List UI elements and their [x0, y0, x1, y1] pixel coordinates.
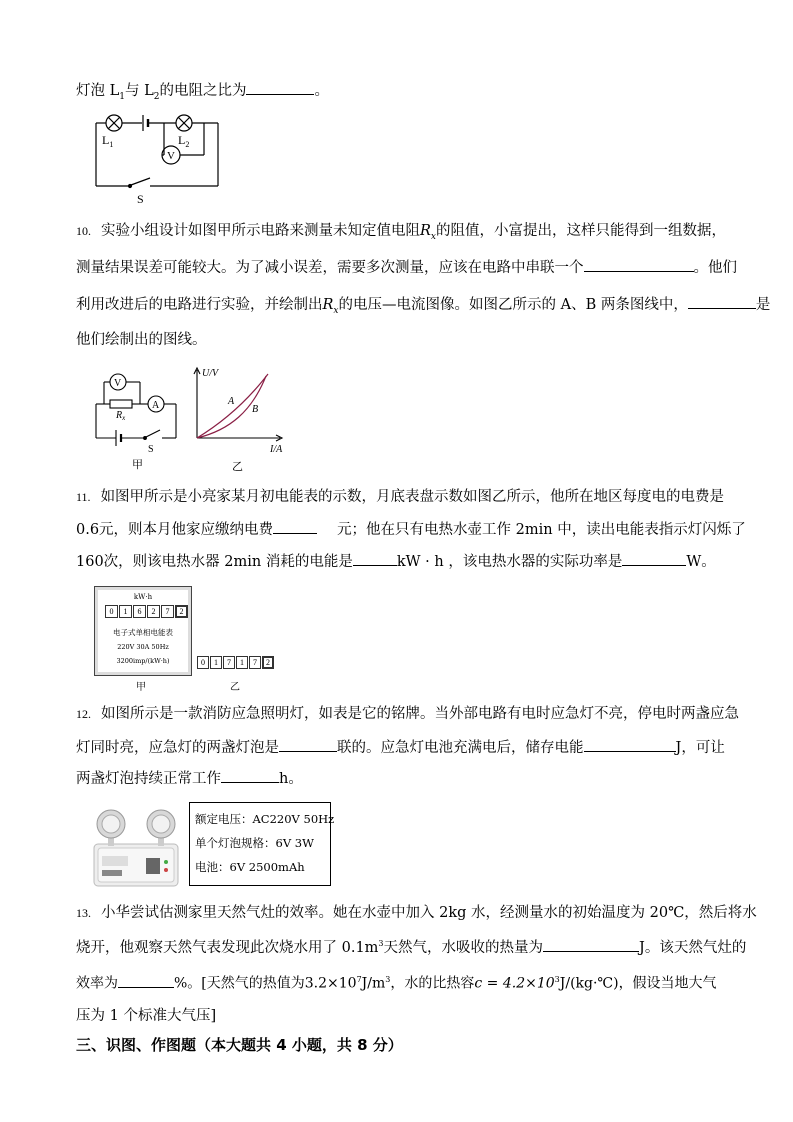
- voltmeter-label: V: [167, 150, 175, 162]
- q9-line1: 灯泡 $L_1$与 $L_2$的电阻之比为 。: [76, 80, 329, 107]
- q13-line2: 烧开，他观察天然气表发现此次烧水用了 $0.1m^3$天然气，水吸收的热量为 J。该天然气灶的: [76, 934, 746, 958]
- figure-caption: 甲: [136, 682, 146, 693]
- meter-digit: 1: [210, 656, 222, 669]
- answer-blank[interactable]: [688, 294, 756, 309]
- meter-digit: 0: [197, 656, 209, 669]
- figure-caption: 乙: [230, 682, 240, 693]
- switch-label: S: [137, 192, 144, 206]
- y-axis-label: U/V: [202, 368, 219, 379]
- q12-line3: 两盏灯泡持续正常工作 h。: [76, 768, 303, 789]
- meter-digit: 1: [119, 605, 132, 618]
- answer-blank[interactable]: [118, 973, 174, 988]
- q10-line2: 测量结果误差可能较大。为了减小误差，需要多次测量，应该在电路中串联一个 。他们: [76, 257, 737, 278]
- q11-line1: 11. 如图甲所示是小亮家某月初电能表的示数，月底表盘示数如图乙所示，他所在地区每度电的电费是: [76, 489, 725, 505]
- meter-digit: 7: [249, 656, 261, 669]
- q10-graph: [190, 366, 300, 476]
- x-axis-label: I/A: [270, 444, 283, 455]
- meter-spec: 220V 30A 50Hz: [117, 643, 169, 651]
- meter-digit: 2: [262, 656, 274, 669]
- meter-a: [94, 586, 192, 676]
- q9-circuit-diagram: [90, 108, 230, 208]
- meter-digit: 7: [161, 605, 174, 618]
- resistor-label: $R_x$: [116, 410, 126, 422]
- nameplate-battery: 电池：6V 2500mAh: [195, 860, 305, 874]
- answer-blank[interactable]: [353, 551, 397, 566]
- q11-line2: 0.6元，则本月他家应缴纳电费 元；他在只有电热水壶工作 2min 中，读出电能表指示灯闪烁了: [76, 519, 746, 540]
- q10-line3: 利用改进后的电路进行实验，并绘制出$R_x$的电压—电流图像。如图乙所示的 A、B 两条图线中， 是: [76, 294, 770, 321]
- answer-blank[interactable]: [543, 937, 639, 952]
- answer-blank[interactable]: [584, 257, 694, 272]
- q12-line2: 灯同时亮，应急灯的两盏灯泡是 联的。应急灯电池充满电后，储存电能 J，可让: [76, 737, 725, 758]
- q11-line3: 160次，则该电热水器 2min 消耗的电能是 kW · h ，该电热水器的实际功率是 W。: [76, 551, 716, 572]
- q10-circuit-diagram: [90, 368, 190, 473]
- meter-digit: 0: [105, 605, 118, 618]
- answer-blank[interactable]: [279, 737, 337, 752]
- answer-blank[interactable]: [273, 519, 317, 534]
- nameplate-rated: 额定电压：AC220V 50Hz: [195, 812, 335, 826]
- answer-blank[interactable]: [246, 80, 314, 95]
- meter-digit: 2: [147, 605, 160, 618]
- meter-digit: 2: [175, 605, 188, 618]
- answer-blank[interactable]: [622, 551, 686, 566]
- meter-b-digits: [197, 656, 275, 669]
- nameplate-table: [189, 802, 335, 886]
- ammeter-label: A: [152, 400, 160, 411]
- figure-caption: 甲: [132, 459, 143, 471]
- curve-a-label: A: [228, 396, 235, 407]
- nameplate-bulb: 单个灯泡规格：6V 3W: [195, 836, 314, 850]
- q13-line1: 13. 小华尝试估测家里天然气灶的效率。她在水壶中加入 2kg 水，经测量水的初始温度为 20℃，然后将水: [76, 905, 757, 921]
- switch-label: S: [148, 444, 154, 455]
- section-heading: 三、识图、作图题（本大题共 4 小题，共 8 分）: [76, 1036, 403, 1054]
- q13-line3: 效率为 %。[天然气的热值为$3.2\times 10^7J/m^3$，水的比热容$c = 4.2\times 10^3J/(kg\cdot℃)$，假设当地大气: [76, 970, 717, 994]
- l2-label: $L_2$: [178, 133, 190, 149]
- emergency-light-image: [88, 804, 182, 888]
- answer-blank[interactable]: [221, 768, 279, 783]
- meter-name: 电子式单相电能表: [113, 628, 173, 637]
- meter-unit: kW·h: [133, 593, 153, 601]
- answer-blank[interactable]: [584, 737, 676, 752]
- meter-digit: 1: [236, 656, 248, 669]
- meter-digit: 7: [223, 656, 235, 669]
- meter-a-digits: [105, 605, 189, 618]
- meter-digit: 6: [133, 605, 146, 618]
- l1-label: $L_1$: [102, 133, 114, 149]
- figure-caption: 乙: [232, 461, 243, 473]
- voltmeter-label: V: [114, 378, 122, 389]
- q10-line4: 他们绘制出的图线。: [76, 332, 207, 348]
- q12-line1: 12. 如图所示是一款消防应急照明灯，如表是它的铭牌。当外部电路有电时应急灯不亮，停电时两盏应急: [76, 706, 739, 722]
- q13-line4: 压为 1 个标准大气压]: [76, 1008, 217, 1024]
- meter-imp: 3200imp/(kW·h): [116, 657, 170, 665]
- curve-b-label: B: [252, 404, 259, 415]
- q10-line1: 10. 实验小组设计如图甲所示电路来测量未知定值电阻$R_x$的阻值，小富提出，这样只能得到一组数据，: [76, 223, 726, 242]
